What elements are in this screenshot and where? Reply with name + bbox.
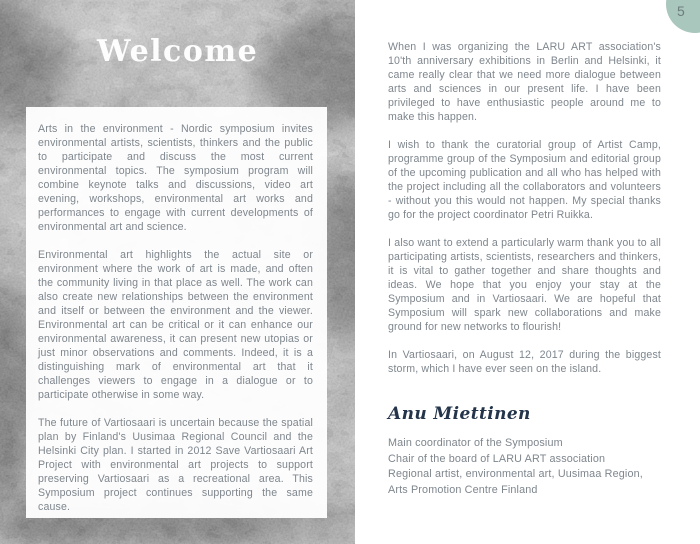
- page-title: Welcome: [96, 34, 259, 69]
- credential-line-2: Chair of the board of LARU ART association: [388, 452, 606, 465]
- foreword-text: [388, 40, 661, 498]
- page-number-badge: [666, 0, 700, 33]
- credential-line-4: Arts Promotion Centre Finland: [388, 483, 538, 496]
- credential-line-1: Main coordinator of the Symposium: [388, 437, 563, 449]
- intro-paragraph-2: Environmental art highlights the actual site or environment where the work of art is made, and often the community living in that place as well. The work can also create new relationships between the environment and itself or between the environment and the viewer. Environmental art can be critical or it can enhance our environmental awareness, it can present new utopias or just minor observations and comments. Indeed, it is a distinguishing mark of environmental art that it challenges viewers to engage in a dialogue or to participate otherwise in some way.: [38, 249, 313, 401]
- foreword-paragraph-2: I wish to thank the curatorial group of Artist Camp, programme group of the Symposium and editorial group of the upcoming publication and all who has helped with the project including all the collaborators and volunteers - without you this would not happen. My special thanks go for the project coordinator Petri Ruikka.: [388, 139, 661, 221]
- credential-line-3: Regional artist, environmental art, Uusimaa Region,: [388, 468, 643, 480]
- intro-paragraph-1: Arts in the environment - Nordic symposium invites environmental artists, scientists, thinkers and the public to participate and discuss the most current environmental topics. The symposium program will combine keynote talks and discussions, video art evening, workshops, environmental art works and performances to engage with current developments of environmental art and science.: [38, 123, 313, 233]
- signature-name: Anu Miettinen: [388, 404, 531, 424]
- foreword-paragraph-3: I also want to extend a particularly warm thank you to all participating artists, scientists, researchers and thinkers, it is vital to gather together and share thoughts and ideas. We hope that you enjoy your stay at the Symposium and in Vartiosaari. We are hopeful that Symposium will spark new collaborations and make ground for new networks to flourish!: [388, 237, 661, 333]
- intro-paragraph-3: The future of Vartiosaari is uncertain because the spatial plan by Finland's Uusimaa Regional Council and the Helsinki City plan. I started in 2012 Save Vartiosaari Art Project with environmental art projects to support preserving Vartiosaari as a recreational area. This Symposium project continues supporting the same cause.: [38, 417, 313, 513]
- right-page: [355, 0, 700, 544]
- intro-text-panel: [26, 107, 327, 518]
- foreword-paragraph-1: When I was organizing the LARU ART association's 10'th anniversary exhibitions in Berlin and Helsinki, it came really clear that we need more dialogue between arts and sciences in our present life. I have been privileged to have enthusiastic people around me to make this happen.: [388, 41, 661, 123]
- page-number: 5: [677, 3, 685, 19]
- foreword-paragraph-4: In Vartiosaari, on August 12, 2017 during the biggest storm, which I have ever seen on the island.: [388, 349, 661, 375]
- credentials-block: [388, 436, 661, 498]
